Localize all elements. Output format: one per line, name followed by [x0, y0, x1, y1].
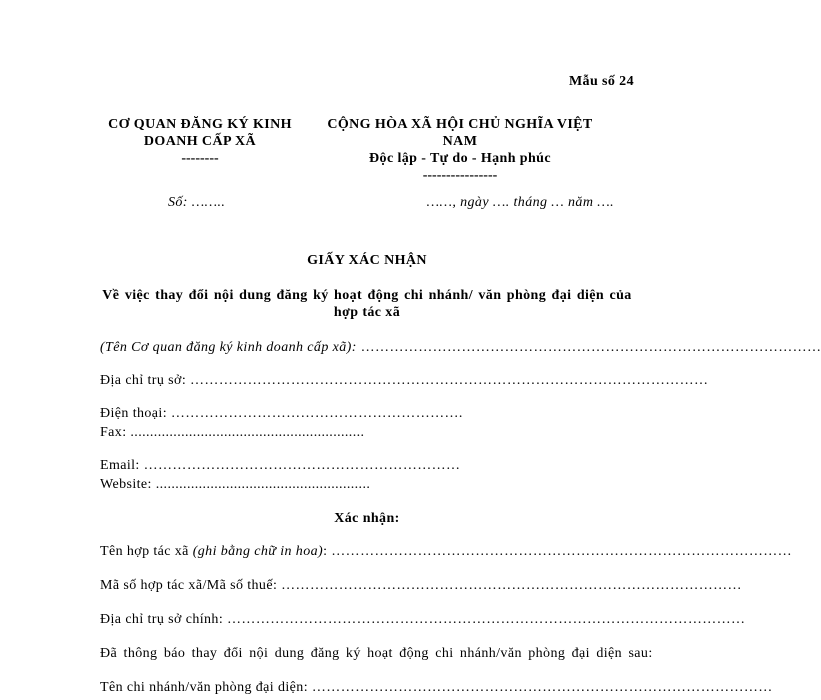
coop-head-office-field	[100, 611, 746, 629]
nation-header	[310, 116, 610, 184]
issuer-address-label: Địa chỉ trụ sở:	[100, 373, 191, 388]
issuer-name-field	[100, 339, 821, 357]
coop-head-office-label: Địa chỉ trụ sở chính:	[100, 612, 228, 627]
coop-tax-code-dots: ……………………………………………………………………………………	[281, 578, 742, 593]
coop-name-label	[100, 543, 331, 561]
subtitle-line1: Về việc thay đổi nội dung đăng ký hoạt động chi nhánh/ văn phòng đại diện của	[102, 288, 632, 303]
branch-name-dots: ……………………………………………………………………………………	[311, 680, 773, 695]
agency-name-line2: DOANH CẤP XÃ	[143, 134, 257, 149]
agency-name-line1: CƠ QUAN ĐĂNG KÝ KINH	[108, 117, 292, 132]
issuer-fax-field	[100, 424, 365, 442]
subtitle-line2: hợp tác xã	[333, 305, 401, 320]
issuer-website-field	[100, 476, 371, 494]
issuer-name-label: (Tên Cơ quan đăng ký kinh doanh cấp xã):	[100, 340, 361, 355]
nation-motto: Độc lập - Tự do - Hạnh phúc	[369, 151, 551, 166]
nation-rule: ----------------	[422, 168, 498, 183]
form-number: Mẫu số 24	[568, 74, 634, 89]
issuer-address-dots: ………………………………………………………………………………………………	[190, 373, 709, 388]
agency-rule: --------	[181, 151, 219, 166]
issuer-phone-label: Điện thoại:	[100, 406, 171, 421]
issuer-phone-dots: …………………………………………………….	[170, 406, 463, 421]
issuer-email-dots: …………………………………………………………	[143, 458, 461, 473]
coop-name-label-suffix: :	[323, 544, 332, 559]
nation-name-line1: CỘNG HÒA XÃ HỘI CHỦ NGHĨA VIỆT	[327, 117, 593, 132]
agency-header	[90, 116, 310, 167]
confirm-heading: Xác nhận:	[334, 511, 400, 526]
issuer-website-label: Website:	[100, 477, 156, 492]
document-subtitle	[50, 287, 684, 321]
document-date: ……, ngày …. tháng … năm ….	[426, 195, 614, 210]
issuer-website-dots: .......................................................	[155, 477, 371, 492]
branch-name-label: Tên chi nhánh/văn phòng đại diện:	[100, 680, 312, 695]
issuer-phone-field	[100, 405, 463, 423]
coop-tax-code-label: Mã số hợp tác xã/Mã số thuế:	[100, 578, 282, 593]
document-title: GIẤY XÁC NHẬN	[307, 253, 427, 268]
document-number: Số: ……..	[168, 195, 226, 210]
nation-name-line2: NAM	[442, 134, 478, 149]
issuer-address-field	[100, 372, 709, 390]
coop-head-office-dots: ………………………………………………………………………………………………	[227, 612, 746, 627]
issuer-email-label: Email:	[100, 458, 144, 473]
coop-name-label-note: (ghi bằng chữ in hoa)	[192, 544, 324, 559]
issuer-name-dots: ……………………………………………………………………………………	[360, 340, 821, 355]
coop-name-label-main: Tên hợp tác xã	[100, 544, 193, 559]
branch-name-field	[100, 679, 773, 697]
issuer-fax-label: Fax:	[100, 425, 131, 440]
issuer-email-field	[100, 457, 461, 475]
coop-name-dots: ……………………………………………………………………………………	[331, 544, 793, 559]
coop-name-field	[100, 543, 793, 561]
issuer-fax-dots: ............................................................	[130, 425, 365, 440]
coop-tax-code-field	[100, 577, 742, 595]
notice-statement: Đã thông báo thay đổi nội dung đăng ký hoạt động chi nhánh/văn phòng đại diện sau:	[100, 646, 653, 661]
